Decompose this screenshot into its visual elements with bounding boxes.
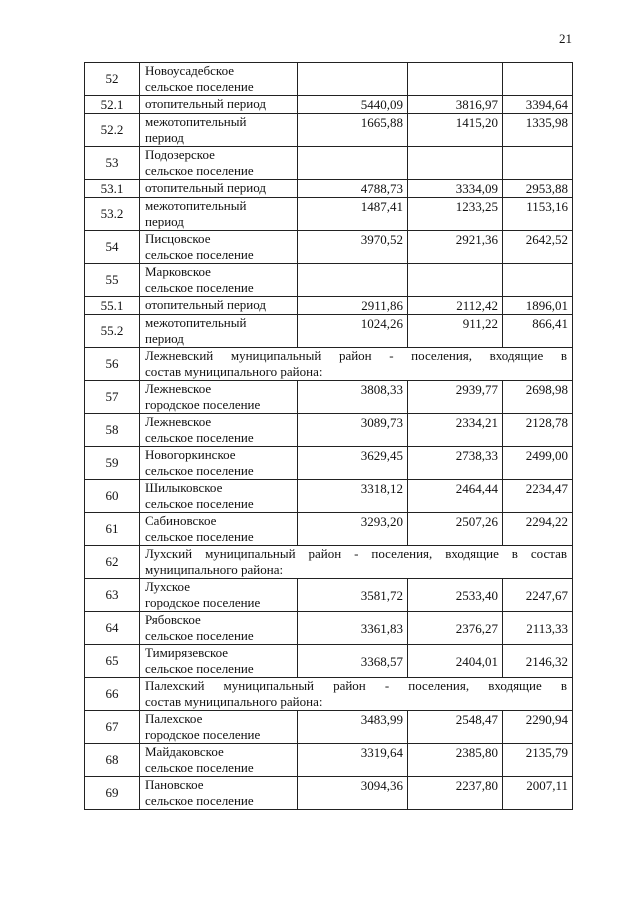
table-row <box>85 711 573 744</box>
value-cell-2: 2548,47 <box>408 711 503 744</box>
value-cell-3: 1335,98 <box>503 114 573 147</box>
value-cell-3: 1896,01 <box>503 297 573 315</box>
value-cell-1: 3970,52 <box>298 231 408 264</box>
value-cell-2: 2112,42 <box>408 297 503 315</box>
table-row <box>85 447 573 480</box>
district-heading-line: состав муниципального района: <box>145 694 323 709</box>
data-table <box>84 62 573 810</box>
table-row <box>85 315 573 348</box>
district-heading <box>140 348 573 381</box>
table-row <box>85 414 573 447</box>
settlement-name-line: Рябовское <box>145 612 201 627</box>
settlement-name-line: Палехское <box>145 711 203 726</box>
value-cell-3 <box>503 264 573 297</box>
row-number: 67 <box>85 711 140 744</box>
settlement-name-line: период <box>145 214 184 229</box>
value-cell-3: 2642,52 <box>503 231 573 264</box>
row-number: 54 <box>85 231 140 264</box>
settlement-name-line: Лежневское <box>145 414 212 429</box>
row-number: 52.1 <box>85 96 140 114</box>
row-number: 66 <box>85 678 140 711</box>
row-number: 57 <box>85 381 140 414</box>
value-cell-1: 3368,57 <box>298 645 408 678</box>
value-cell-1: 1024,26 <box>298 315 408 348</box>
settlement-name-line: Лухское <box>145 579 190 594</box>
table-row <box>85 612 573 645</box>
settlement-name-line: сельское поселение <box>145 79 254 94</box>
value-cell-1 <box>298 147 408 180</box>
value-cell-3: 2234,47 <box>503 480 573 513</box>
value-cell-1: 3094,36 <box>298 777 408 810</box>
settlement-name <box>140 381 298 414</box>
settlement-name-line: сельское поселение <box>145 463 254 478</box>
settlement-name-line: Марковское <box>145 264 211 279</box>
table-row <box>85 264 573 297</box>
settlement-name-line: сельское поселение <box>145 628 254 643</box>
row-number: 56 <box>85 348 140 381</box>
value-cell-1: 3808,33 <box>298 381 408 414</box>
district-heading-line: Лежневский муниципальный район - поселения, входящие в <box>145 348 567 363</box>
value-cell-1: 3629,45 <box>298 447 408 480</box>
settlement-name-line: Новоусадебское <box>145 63 234 78</box>
table-row <box>85 147 573 180</box>
district-heading-line: муниципального района: <box>145 562 284 577</box>
row-number: 53.1 <box>85 180 140 198</box>
row-number: 60 <box>85 480 140 513</box>
value-cell-3: 3394,64 <box>503 96 573 114</box>
settlement-name-line: отопительный период <box>145 297 266 312</box>
settlement-name-line: отопительный период <box>145 96 266 111</box>
row-number: 61 <box>85 513 140 546</box>
settlement-name-line: сельское поселение <box>145 793 254 808</box>
row-number: 69 <box>85 777 140 810</box>
row-number: 64 <box>85 612 140 645</box>
settlement-name-line: сельское поселение <box>145 529 254 544</box>
settlement-name <box>140 63 298 96</box>
table-row <box>85 63 573 96</box>
settlement-name-line: сельское поселение <box>145 247 254 262</box>
settlement-name <box>140 579 298 612</box>
value-cell-2: 2334,21 <box>408 414 503 447</box>
table-row <box>85 777 573 810</box>
value-cell-3: 2113,33 <box>503 612 573 645</box>
table-body <box>85 63 573 810</box>
row-number: 55.1 <box>85 297 140 315</box>
value-cell-1: 2911,86 <box>298 297 408 315</box>
value-cell-1: 3293,20 <box>298 513 408 546</box>
value-cell-2: 1415,20 <box>408 114 503 147</box>
table-row <box>85 744 573 777</box>
value-cell-2: 2385,80 <box>408 744 503 777</box>
value-cell-3: 2146,32 <box>503 645 573 678</box>
district-heading-line: Палехский муниципальный район - поселения, входящие в <box>145 678 567 693</box>
value-cell-3: 2007,11 <box>503 777 573 810</box>
settlement-name <box>140 711 298 744</box>
settlement-name <box>140 180 298 198</box>
settlement-name-line: Писцовское <box>145 231 211 246</box>
row-number: 63 <box>85 579 140 612</box>
value-cell-2: 3816,97 <box>408 96 503 114</box>
value-cell-1: 3089,73 <box>298 414 408 447</box>
value-cell-1 <box>298 264 408 297</box>
value-cell-2: 2533,40 <box>408 579 503 612</box>
value-cell-1: 3319,64 <box>298 744 408 777</box>
value-cell-3: 2499,00 <box>503 447 573 480</box>
value-cell-3 <box>503 147 573 180</box>
district-heading <box>140 546 573 579</box>
settlement-name-line: межотопительный <box>145 315 247 330</box>
row-number: 52.2 <box>85 114 140 147</box>
value-cell-1: 3318,12 <box>298 480 408 513</box>
value-cell-2: 2404,01 <box>408 645 503 678</box>
settlement-name <box>140 147 298 180</box>
table-row <box>85 180 573 198</box>
value-cell-2: 3334,09 <box>408 180 503 198</box>
value-cell-2 <box>408 264 503 297</box>
value-cell-3: 2247,67 <box>503 579 573 612</box>
settlement-name-line: период <box>145 130 184 145</box>
value-cell-3 <box>503 63 573 96</box>
settlement-name <box>140 198 298 231</box>
settlement-name-line: городское поселение <box>145 727 261 742</box>
row-number: 58 <box>85 414 140 447</box>
value-cell-2: 2237,80 <box>408 777 503 810</box>
settlement-name-line: сельское поселение <box>145 661 254 676</box>
district-heading-line: Лухский муниципальный район - поселения, входящие в состав <box>145 546 567 561</box>
settlement-name-line: период <box>145 331 184 346</box>
settlement-name <box>140 480 298 513</box>
settlement-name-line: сельское поселение <box>145 163 254 178</box>
settlement-name-line: сельское поселение <box>145 760 254 775</box>
settlement-name <box>140 264 298 297</box>
value-cell-1: 5440,09 <box>298 96 408 114</box>
value-cell-1: 3581,72 <box>298 579 408 612</box>
value-cell-3: 866,41 <box>503 315 573 348</box>
settlement-name-line: Тимирязевское <box>145 645 229 660</box>
value-cell-2: 2939,77 <box>408 381 503 414</box>
settlement-name-line: Пановское <box>145 777 204 792</box>
settlement-name <box>140 777 298 810</box>
settlement-name-line: отопительный период <box>145 180 266 195</box>
value-cell-2: 2738,33 <box>408 447 503 480</box>
page-number: 21 <box>559 31 572 46</box>
settlement-name-line: сельское поселение <box>145 496 254 511</box>
row-number: 62 <box>85 546 140 579</box>
settlement-name-line: межотопительный <box>145 198 247 213</box>
value-cell-1 <box>298 63 408 96</box>
settlement-name <box>140 231 298 264</box>
table-row <box>85 546 573 579</box>
settlement-name-line: Шилыковское <box>145 480 223 495</box>
district-heading-line: состав муниципального района: <box>145 364 323 379</box>
value-cell-3: 2698,98 <box>503 381 573 414</box>
value-cell-1: 3483,99 <box>298 711 408 744</box>
row-number: 52 <box>85 63 140 96</box>
value-cell-3: 2294,22 <box>503 513 573 546</box>
settlement-name <box>140 645 298 678</box>
settlement-name-line: Новогоркинское <box>145 447 236 462</box>
row-number: 55 <box>85 264 140 297</box>
value-cell-2 <box>408 147 503 180</box>
settlement-name-line: Сабиновское <box>145 513 217 528</box>
value-cell-3: 2128,78 <box>503 414 573 447</box>
table-row <box>85 297 573 315</box>
settlement-name-line: Лежневское <box>145 381 212 396</box>
settlement-name <box>140 114 298 147</box>
table-row <box>85 513 573 546</box>
table-row <box>85 231 573 264</box>
value-cell-2: 1233,25 <box>408 198 503 231</box>
row-number: 53.2 <box>85 198 140 231</box>
value-cell-2: 2507,26 <box>408 513 503 546</box>
settlement-name-line: городское поселение <box>145 595 261 610</box>
settlement-name-line: сельское поселение <box>145 430 254 445</box>
value-cell-2 <box>408 63 503 96</box>
table-row <box>85 381 573 414</box>
table-row <box>85 645 573 678</box>
district-heading <box>140 678 573 711</box>
table-row <box>85 114 573 147</box>
value-cell-3: 2290,94 <box>503 711 573 744</box>
settlement-name-line: сельское поселение <box>145 280 254 295</box>
settlement-name <box>140 612 298 645</box>
settlement-name <box>140 96 298 114</box>
row-number: 65 <box>85 645 140 678</box>
value-cell-1: 3361,83 <box>298 612 408 645</box>
value-cell-2: 911,22 <box>408 315 503 348</box>
settlement-name <box>140 447 298 480</box>
table-row <box>85 96 573 114</box>
value-cell-1: 4788,73 <box>298 180 408 198</box>
settlement-name <box>140 744 298 777</box>
value-cell-1: 1665,88 <box>298 114 408 147</box>
row-number: 59 <box>85 447 140 480</box>
table-row <box>85 198 573 231</box>
value-cell-3: 2953,88 <box>503 180 573 198</box>
settlement-name-line: Майдаковское <box>145 744 224 759</box>
value-cell-3: 1153,16 <box>503 198 573 231</box>
value-cell-2: 2921,36 <box>408 231 503 264</box>
settlement-name <box>140 297 298 315</box>
settlement-name <box>140 315 298 348</box>
table-row <box>85 579 573 612</box>
value-cell-2: 2376,27 <box>408 612 503 645</box>
table-row <box>85 348 573 381</box>
row-number: 68 <box>85 744 140 777</box>
settlement-name-line: межотопительный <box>145 114 247 129</box>
settlement-name <box>140 414 298 447</box>
row-number: 55.2 <box>85 315 140 348</box>
settlement-name-line: Подозерское <box>145 147 215 162</box>
value-cell-3: 2135,79 <box>503 744 573 777</box>
table-row <box>85 678 573 711</box>
settlement-name-line: городское поселение <box>145 397 261 412</box>
table-row <box>85 480 573 513</box>
value-cell-2: 2464,44 <box>408 480 503 513</box>
row-number: 53 <box>85 147 140 180</box>
settlement-name <box>140 513 298 546</box>
value-cell-1: 1487,41 <box>298 198 408 231</box>
